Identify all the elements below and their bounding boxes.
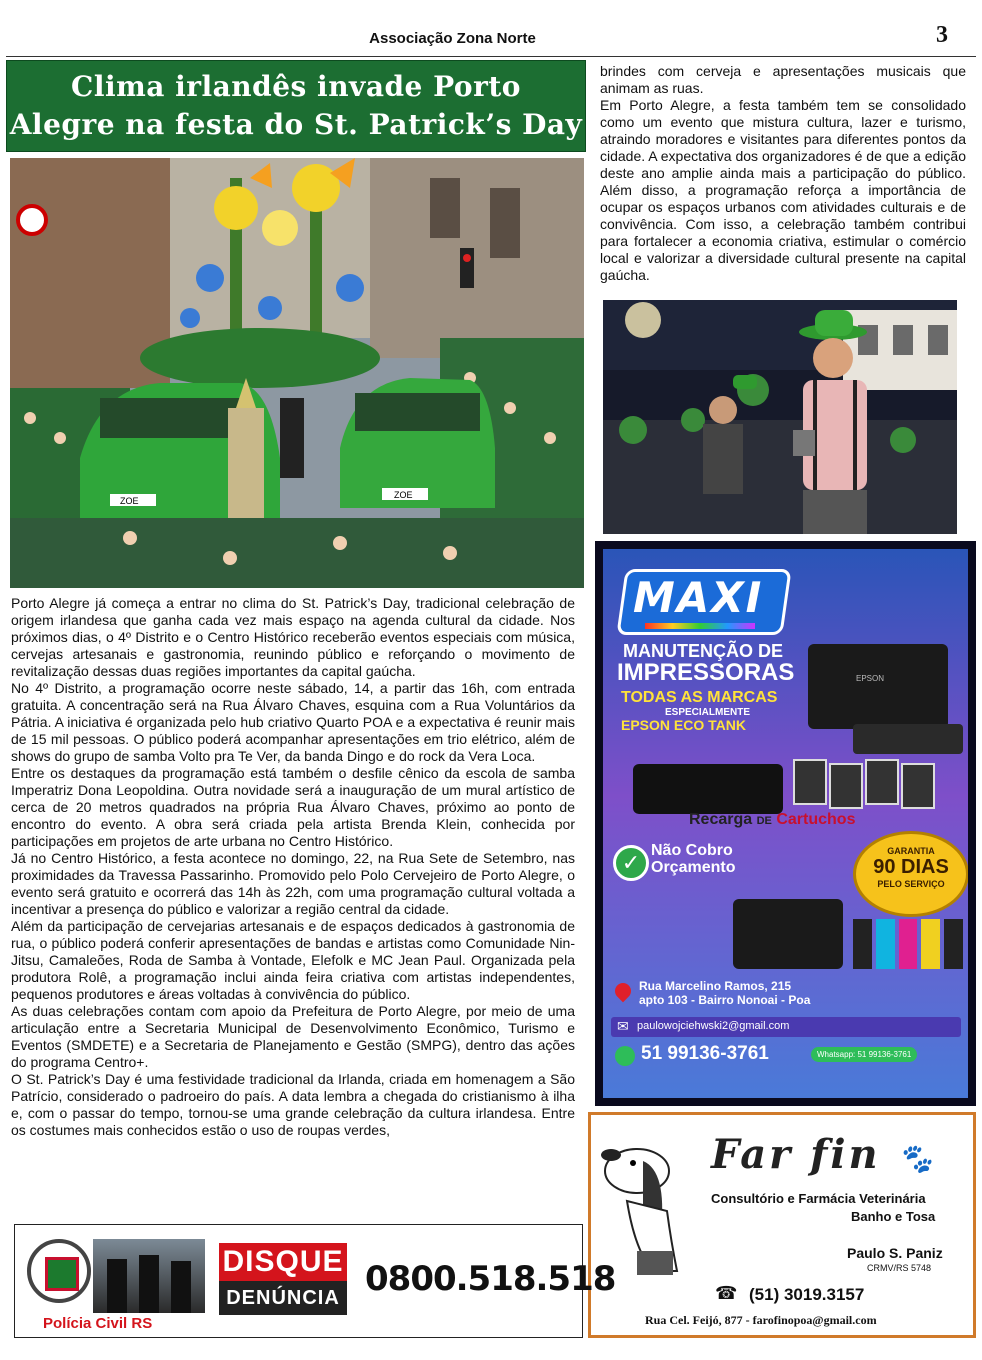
celebration-photo [603, 300, 957, 534]
ad-heading-5: EPSON ECO TANK [621, 717, 746, 733]
maxi-address-line-1: Rua Marcelino Ramos, 215 [639, 979, 792, 993]
article-paragraph: No 4º Distrito, a programação ocorre neste sábado, 14, a partir das 16h, com entrada gratuita. A concentração será na Rua Álvaro Chaves, esquina com a Rua Voluntários da Pátria. A iniciativa é organizada pelo hub criativo Quarto POA e a expectativa é reunir mais de 15 mil pessoas. O público poderá acompanhar apresentações em trio elétrico, além de shows do grupo de samba Volto pra Te Ver, da banda Dingo e do rock da Vera Loca. [11, 680, 575, 764]
newsletter-title: Associação Zona Norte [369, 30, 536, 47]
farofino-address: Rua Cel. Feijó, 877 - farofinopoa@gmail.com [645, 1313, 877, 1327]
article-paragraph: Em Porto Alegre, a festa também tem se consolidado como um evento que mistura cultura, lazer e turismo, atraindo moradores e visitantes para diferentes pontos da cidade. A expectativa dos organizadores é de que a edição deste ano amplie ainda mais a participação do público. Além disso, a programação reforça a importância de ocupar os espaços urbanos com atividades culturais e de convivência. Com isso, a celebração também contribui para fortalecer a economia criativa, estimular o comércio local e valorizar a diversidade cultural presente na capital gaúcha. [600, 97, 966, 283]
location-pin-icon [612, 980, 635, 1003]
toner-image [633, 764, 783, 814]
car-plate-right: ZOE [394, 490, 413, 500]
article-paragraph: Já no Centro Histórico, a festa acontece no domingo, 22, na Rua Sete de Setembro, nas proximidades da Travessa Passarinho. Promovido pelo Polo Cervejeiro de Porto Alegre, o evento será gratuito e ocorrerá das 14h às 22h, com uma programação cultural voltada a incentivar a presença do público e valorizar a região central da cidade. [11, 850, 575, 917]
farofino-vet-ad [588, 1112, 976, 1338]
ad-heading-3: TODAS AS MARCAS [621, 689, 778, 706]
maxi-logo: MAXI [633, 573, 764, 622]
ad-heading-2: IMPRESSORAS [617, 659, 795, 686]
ink-printer-image [733, 899, 843, 969]
page-number: 3 [936, 22, 948, 48]
guarantee-line-2: 90 DIAS [873, 856, 949, 878]
farofino-logo [711, 1131, 935, 1178]
article-paragraph: As duas celebrações contam com apoio da Prefeitura de Porto Alegre, por meio de uma articulação entre a Secretaria Municipal de Desenvolvimento Econômico, Turismo e Eventos (SMDETE) e a Secretaria de Planejamento e Gestão (SMPG), dentro das ações do programa Centro+. [11, 1003, 575, 1070]
recarga-banner [689, 811, 855, 829]
orcamento-banner [651, 842, 735, 876]
recarga-word-2: DE [756, 815, 772, 827]
guarantee-line-1: GARANTIA [887, 846, 935, 856]
headline-line-2: Alegre na festa do St. Patrick’s Day [9, 108, 583, 141]
policia-caption: Polícia Civil RS [43, 1315, 153, 1332]
disque-label: DISQUE [219, 1243, 347, 1281]
ad-heading-1: MANUTENÇÃO DE [623, 641, 783, 661]
email-bar [611, 1017, 961, 1037]
paw-icon: 🐾 [897, 1142, 936, 1175]
guarantee-line-3: PELO SERVIÇO [877, 879, 945, 889]
article-paragraph: O St. Patrick’s Day é uma festividade tradicional da Irlanda, criada em homenagem a São Patrício, considerado o padroeiro do país. A data lembra a chegada do cristianismo à ilha e, com o passar do tempo, tornou-se uma grande celebração da cultura irlandesa. Entre os costumes mais conhecidos estão o uso de roupas verdes, [11, 1071, 575, 1138]
ad-heading-4: ESPECIALMENTE [665, 707, 751, 718]
farofino-line-2: Banho e Tosa [851, 1209, 936, 1224]
celebration-illustration [603, 300, 957, 534]
article-body-right [600, 63, 966, 284]
farofino-crmv: CRMV/RS 5748 [867, 1263, 932, 1273]
denuncia-label: DENÚNCIA [219, 1281, 347, 1315]
guarantee-badge [853, 831, 968, 917]
farofino-line-1: Consultório e Farmácia Veterinária [711, 1191, 926, 1206]
article-headline [6, 60, 586, 152]
maxi-whatsapp-badge: Whatsapp: 51 99136-3761 [811, 1047, 917, 1062]
parade-photo [10, 158, 584, 588]
article-paragraph: Porto Alegre já começa a entrar no clima do St. Patrick’s Day, tradicional celebração de origem irlandesa que ganha cada vez mais espaço na agenda cultural da cidade. Nos próximos dias, o 4º Distrito e o Centro Histórico receberão eventos especiais com música, cervejas artesanais e gastronomia, reunindo público e reforçando o movimento de revitalização dessas duas regiões importantes da capital gaúcha. [11, 595, 575, 679]
car-plate-left: ZOE [120, 496, 139, 506]
orcamento-line-2: Orçamento [651, 859, 736, 876]
check-icon: ✓ [613, 845, 649, 881]
maxi-phone: 51 99136-3761 [641, 1043, 769, 1064]
policia-civil-ad [14, 1224, 616, 1338]
farofino-owner: Paulo S. Paniz [847, 1245, 943, 1261]
maxi-printer-ad [595, 541, 976, 1106]
denuncia-phone: 0800.518.518 [365, 1259, 616, 1299]
officers-photo [93, 1239, 205, 1313]
printer-image [808, 644, 948, 729]
disque-denuncia-logo [219, 1243, 347, 1317]
orcamento-line-1: Não Cobro [651, 842, 733, 859]
header-divider [6, 56, 976, 57]
police-badge-icon [27, 1239, 91, 1303]
recarga-word-3: Cartuchos [776, 811, 856, 828]
maxi-email: paulowojciehwski2@gmail.com [637, 1020, 790, 1032]
article-paragraph: Entre os destaques da programação está também o desfile cênico da escola de samba Imperatriz Dona Leopoldina. Outra novidade será a inauguração de um mural artístico de cerca de 20 metros quadrados na própria Rua Álvaro Chaves, próximo ao ponto de encontro do evento. A obra será criada pela artista Brenda Klein, conhecida por participações em projetos de arte urbana no Centro Histórico. [11, 765, 575, 849]
recarga-word-1: Recarga [689, 811, 753, 828]
phone-icon: ☎ [715, 1283, 738, 1303]
parade-illustration [10, 158, 584, 588]
printer-brand: EPSON [856, 674, 885, 683]
maxi-address-line-2: apto 103 - Bairro Nonoai - Poa [639, 993, 811, 1007]
headline-line-1: Clima irlandês invade Porto [71, 70, 521, 103]
mail-icon: ✉ [617, 1018, 629, 1034]
article-body-left [11, 595, 575, 1139]
article-paragraph: Além da participação de cervejarias artesanais e de espaços dedicados à gastronomia de rua, o público poderá conferir apresentações de bandas e artistas como Comunidade Nin-Jitsu, Camaleões, Roda de Samba à Vontade, Elefolk e MC Jean Paul. Organizada pela produtora Rolê, a programação inclui ainda feira criativa com artistas independentes, pequenos produtores e áreas voltadas à convivência do público. [11, 918, 575, 1002]
farofino-phone: (51) 3019.3157 [749, 1285, 865, 1304]
whatsapp-icon [615, 1046, 635, 1066]
farofino-logo-text: Far fin [711, 1131, 881, 1178]
article-paragraph: brindes com cerveja e apresentações musicais que animam as ruas. [600, 63, 966, 96]
